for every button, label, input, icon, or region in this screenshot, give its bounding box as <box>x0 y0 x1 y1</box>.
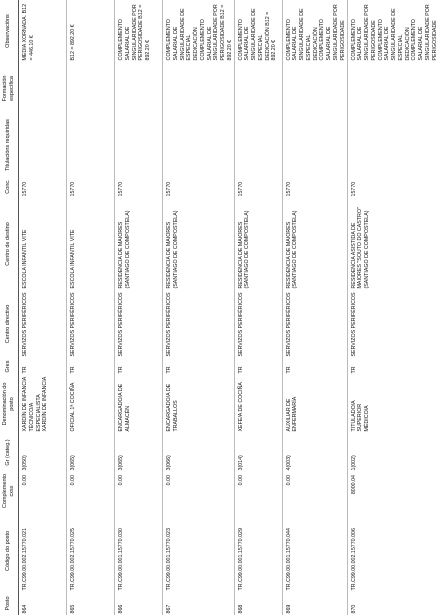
cell-codigo: TR.C99.00.002.15770.021 <box>19 510 67 592</box>
cell-gr-categ: 3(014) <box>234 433 282 472</box>
cell-centro-directivo: SERVIZOS PERIFÉRICOS <box>163 290 235 358</box>
header-conc: Conc. <box>0 175 19 198</box>
cell-titulacions <box>347 115 438 175</box>
cell-centro-destino: RESIDENCIA DE MAIORES (SANTIAGO DE COMPOSTELA) <box>115 198 163 290</box>
header-titulacions: Titulacións requiridas <box>0 115 19 175</box>
cell-titulacions <box>163 115 235 175</box>
cell-gr-categ: 4(003) <box>282 433 347 472</box>
cell-gres: TR <box>67 358 115 375</box>
cell-formacion <box>115 62 163 115</box>
cell-complemento: 0.00 <box>115 472 163 510</box>
cell-formacion <box>19 62 67 115</box>
cell-gr-categ: 3(065) <box>115 433 163 472</box>
cell-observacions: COMPLEMENTO SALARIAL DE SINGULARIDADE DE ESPECIAL DEDICACIÓN COMPLEMENTO SALARIAL DE SINGULARIDADE POR PERIGOSIDADE <box>282 0 347 62</box>
table-header-row <box>0 0 19 615</box>
cell-complemento: 0.00 <box>282 472 347 510</box>
header-complemento: Complemento cxsx <box>0 472 19 510</box>
cell-gres: TR <box>163 358 235 375</box>
cell-gres: TR <box>350 366 357 374</box>
cell-centro-directivo: SERVIZOS PERIFÉRICOS <box>19 290 67 358</box>
cell-conc: 15770 <box>19 175 67 198</box>
cell-denominacion: AUXILIAR DE ENFERMARÍA <box>282 375 347 433</box>
table-row <box>67 0 115 615</box>
cell-codigo: TR.C99.00.001.15770.023 <box>163 510 235 592</box>
table-row <box>163 0 235 615</box>
header-formacion: Formación específica <box>0 62 19 115</box>
cell-posto: 865 <box>67 592 115 615</box>
header-codigo: Código do posto <box>0 510 19 592</box>
header-gres: Gres <box>0 358 19 375</box>
header-gr-categ: Gr (categ.) <box>0 433 19 472</box>
cell-centro-destino: RESIDENCIA DE MAIORES (SANTIAGO DE COMPOSTELA) <box>282 198 347 290</box>
cell-gres: TR <box>234 358 282 375</box>
table-row <box>234 0 282 615</box>
cell-centro-destino: RESIDENCIA DE MAIORES (SANTIAGO DE COMPOSTELA) <box>163 198 235 290</box>
cell-observacions: MEDIA XORNADA. B12 = 446.10 € <box>19 0 67 62</box>
cell-centro-destino: RESIDENCIA DE MAIORES (SANTIAGO DE COMPOSTELA) <box>234 198 282 290</box>
cell-codigo: TR.C99.00.001.15770.044 <box>282 510 347 592</box>
table-row <box>347 0 438 615</box>
cell-gr-categ: 1(002) <box>350 455 357 471</box>
cell-gr-categ: 3(066) <box>163 433 235 472</box>
cell-observacions: COMPLEMENTO SALARIAL DE SINGULARIDADE DE ESPECIAL DEDICACIÓN B12 = 892.20 € <box>234 0 282 62</box>
cell-centro-directivo: SERVIZOS PERIFÉRICOS <box>282 290 347 358</box>
cell-centro-directivo: SERVIZOS PERIFÉRICOS <box>67 290 115 358</box>
cell-titulacions <box>234 115 282 175</box>
cell-complemento: 0.00 <box>19 472 67 510</box>
table-row <box>19 0 67 615</box>
cell-conc: 15770 <box>67 175 115 198</box>
cell-denominacion: ENCARGADO/A DE ALMACÉN <box>115 375 163 433</box>
cell-titulacions <box>115 115 163 175</box>
cell-posto: 870 <box>350 604 357 614</box>
cell-formacion <box>282 62 347 115</box>
cell-complemento: 0.00 <box>67 472 115 510</box>
cell-observacions: COMPLEMENTO SALARIAL DE SINGULARIDADE POR PERIGOSIDADE COMPLEMENTO SALARIAL DE SINGULARIDADE DE ESPECIAL DEDICACIÓN COMPLEMENTO SALARIAL DE SINGULARIDADE POR PERIGOSIDADE <box>350 4 438 61</box>
cell-conc: 15770 <box>163 175 235 198</box>
cell-titulacions <box>19 115 67 175</box>
cell-conc: 15770 <box>282 175 347 198</box>
table-row <box>115 0 163 615</box>
cell-gr-categ: 3(065) <box>67 433 115 472</box>
cell-codigo: TR.C99.00.001.15770.029 <box>234 510 282 592</box>
cell-gres: TR <box>282 358 347 375</box>
header-observacions: Observacións <box>0 0 19 62</box>
header-centro-directivo: Centro directivo <box>0 290 19 358</box>
cell-complemento: 0.00 <box>234 472 282 510</box>
cell-complemento: 0.00 <box>163 472 235 510</box>
cell-observacions: COMPLEMENTO SALARIAL DE SINGULARIDADE POR PERIGOSIDADE B12 = 892.20 € <box>115 0 163 62</box>
cell-denominacion: OFICIAL 1ª COCIÑA <box>67 375 115 433</box>
cell-titulacions <box>282 115 347 175</box>
cell-conc: 15770 <box>350 181 357 197</box>
cell-formacion <box>163 62 235 115</box>
cell-posto: 868 <box>234 592 282 615</box>
cell-denominacion: XARDÍN DE INFANCIA TÉCNICO/A ESPECIALISTA XARDÍN DE INFANCIA <box>19 375 67 433</box>
cell-centro-directivo: SERVIZOS PERIFÉRICOS <box>115 290 163 358</box>
cell-formacion <box>347 62 438 115</box>
cell-codigo: TR.C99.00.001.15770.030 <box>115 510 163 592</box>
cell-titulacions <box>67 115 115 175</box>
cell-denominacion: ENCARGADO/A DE TRABALLOS <box>163 375 235 433</box>
cell-centro-destino: ESCOLA INFANTIL VITE <box>19 198 67 290</box>
cell-posto: 867 <box>163 592 235 615</box>
cell-centro-destino: RESIDENCIA ASISTIDA DE MAIORES "SOUTO DO CASTRO" (SANTIAGO DE COMPOSTELA) <box>350 207 371 289</box>
cell-conc: 15770 <box>115 175 163 198</box>
cell-posto: 864 <box>19 592 67 615</box>
cell-posto: 866 <box>115 592 163 615</box>
header-posto: Posto <box>0 592 19 615</box>
cell-codigo: TR.C99.00.002.15770.006 <box>350 528 357 591</box>
cell-formacion <box>67 62 115 115</box>
header-centro-destino: Centro de destino <box>0 198 19 290</box>
cell-centro-destino: ESCOLA INFANTIL VITE <box>67 198 115 290</box>
cell-observacions: B12 = 892.20 € <box>67 0 115 62</box>
cell-conc: 15770 <box>234 175 282 198</box>
table-row <box>282 0 347 615</box>
cell-posto: 869 <box>282 592 347 615</box>
cell-formacion <box>234 62 282 115</box>
header-denominacion: Denominación do posto <box>0 375 19 433</box>
cell-gres: TR <box>19 358 67 375</box>
cell-centro-directivo: SERVIZOS PERIFÉRICOS <box>350 292 357 357</box>
cell-codigo: TR.C99.00.002.15770.025 <box>67 510 115 592</box>
cell-centro-directivo: SERVIZOS PERIFÉRICOS <box>234 290 282 358</box>
cell-denominacion: TITULADO/A SUPERIOR MÉDICO/A <box>350 400 371 432</box>
cell-gres: TR <box>115 358 163 375</box>
cell-denominacion: XEFE/A DE COCIÑA <box>234 375 282 433</box>
cell-observacions: COMPLEMENTO SALARIAL DE SINGULARIDADE DE ESPECIAL DEDICACIÓN COMPLEMENTO SALARIAL DE SINGULARIDADE POR PERIGOSIDADE B12 = 892.20 € <box>163 0 235 62</box>
cell-complemento: 8000.04 <box>350 475 357 495</box>
cell-gr-categ: 3(050) <box>19 433 67 472</box>
